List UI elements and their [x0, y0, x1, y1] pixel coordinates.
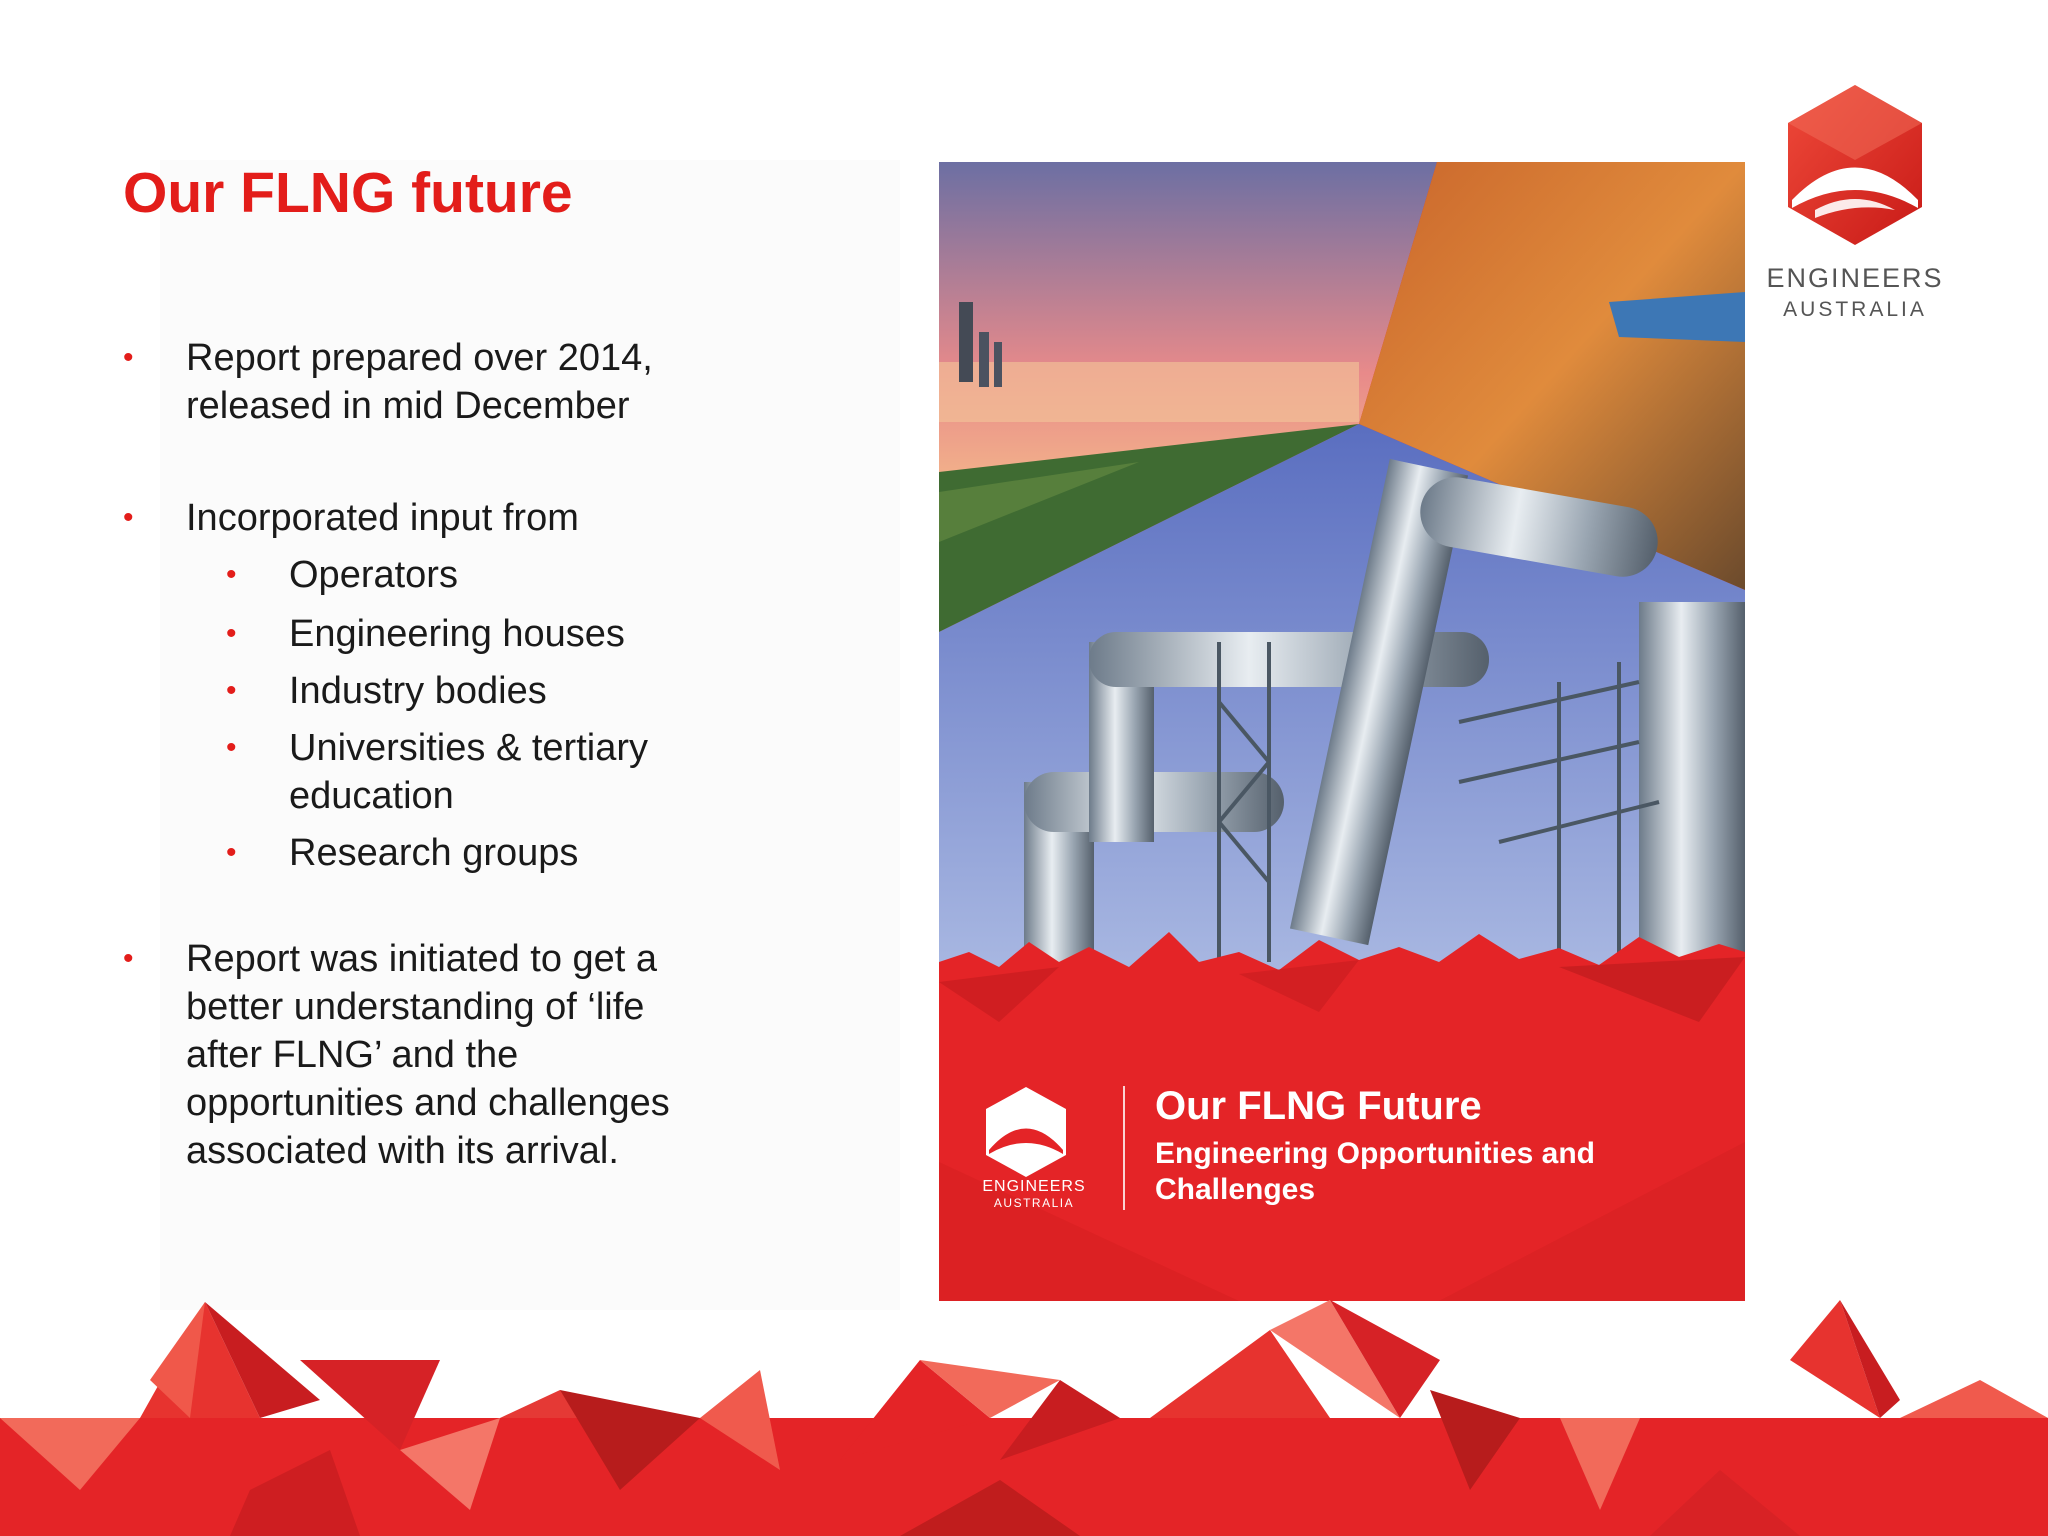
sub-bullet-marker: • — [226, 674, 237, 707]
cover-logo-text: ENGINEERS — [982, 1178, 1086, 1195]
bullet-marker: • — [123, 501, 134, 534]
cover-logo-subtext: AUSTRALIA — [993, 1196, 1075, 1210]
sub-bullet-marker: • — [226, 617, 237, 650]
logo-subtext: AUSTRALIA — [1783, 298, 1927, 321]
sub-bullet-marker: • — [226, 836, 237, 869]
sub-bullet-marker: • — [226, 731, 237, 764]
bullet-report-initiated: Report was initiated to get a better understanding of ‘life after FLNG’ and the opportunities and challenges associated with its arrival. — [186, 938, 670, 1172]
sub-bullet-marker: • — [226, 558, 237, 591]
sub-bullet-research-groups: Research groups — [289, 832, 579, 874]
bullet-marker: • — [123, 942, 134, 975]
cover-subtitle: Engineering Opportunities and Challenges — [1155, 1137, 1596, 1206]
sub-bullet-operators: Operators — [289, 554, 458, 596]
report-cover-graphic — [939, 162, 1745, 1301]
sub-bullet-industry-bodies: Industry bodies — [289, 670, 547, 712]
report-cover-image — [939, 162, 1745, 1301]
footer-decoration — [0, 1290, 2048, 1536]
bullet-line: Report prepared over 2014, — [186, 337, 653, 379]
slide-title: Our FLNG future — [123, 161, 573, 225]
sub-bullet-engineering-houses: Engineering houses — [289, 613, 625, 655]
bullet-line: released in mid December — [186, 385, 630, 427]
bullet-marker: • — [123, 341, 134, 374]
cover-title: Our FLNG Future — [1155, 1084, 1482, 1128]
cover-divider — [1123, 1086, 1125, 1210]
bullet-incorporated-input: Incorporated input from — [186, 497, 579, 539]
sub-bullet-universities: Universities & tertiary education — [289, 727, 648, 817]
logo-text: ENGINEERS — [1766, 263, 1944, 293]
bullet-report-prepared — [186, 334, 746, 430]
